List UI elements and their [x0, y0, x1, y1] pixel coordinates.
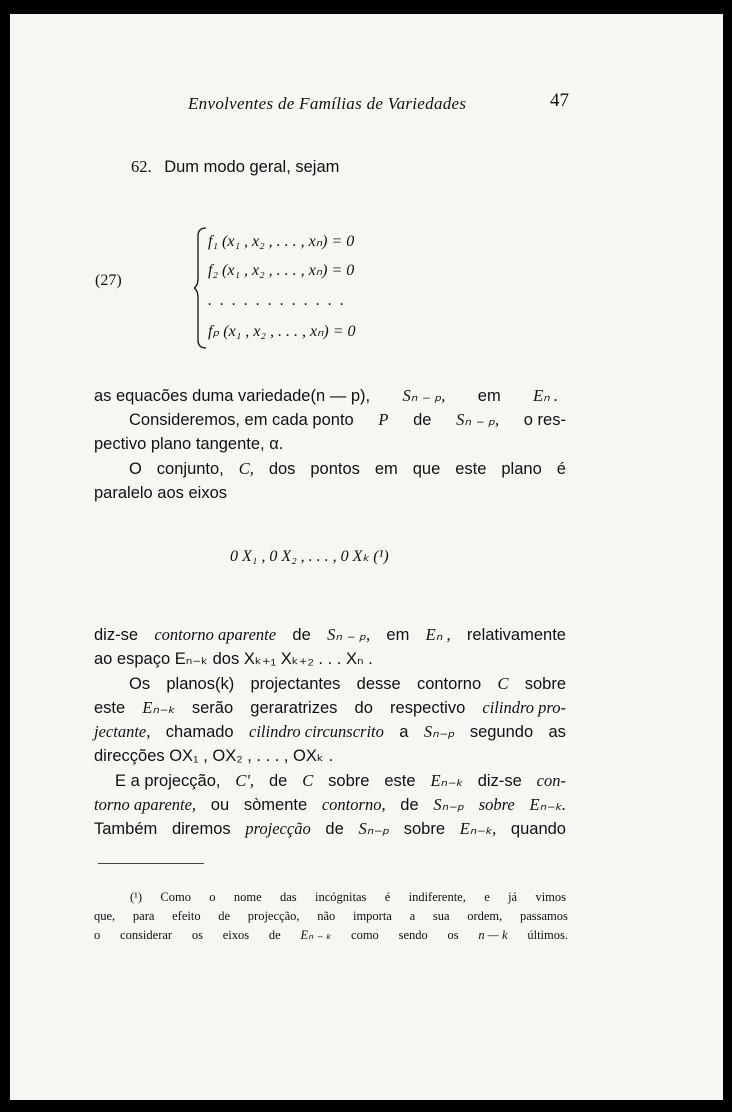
book-page — [10, 14, 723, 1100]
footnote-line: o considerar os eixos de Eₙ ₋ ₖ como sendo os n — k últimos. — [94, 928, 568, 942]
text-line: Os planos(k) projectantes desse contorno C sobre — [129, 674, 566, 693]
equation-dots: . . . . . . . . . . . . — [208, 292, 346, 309]
section-number: 62. — [131, 157, 152, 176]
text-line: diz-se contorno aparente de Sₙ ₋ ₚ, em Eₙ , relativamente — [94, 625, 566, 644]
equation-1: f₁ (x₁ , x₂ , . . . , xₙ) = 0 — [208, 233, 355, 250]
text-line: torno aparente, ou sòmente contorno, de Sₙ₋ₚ sobre Eₙ₋ₖ. — [94, 795, 566, 814]
axes-formula: 0 X₁ , 0 X₂ , . . . , 0 Xₖ (¹) — [230, 548, 389, 565]
running-title: Envolventes de Famílias de Variedades — [188, 94, 467, 113]
text-line: paralelo aos eixos — [94, 484, 227, 502]
page-number: 47 — [550, 90, 569, 111]
equation-p: fₚ (x₁ , x₂ , . . . , xₙ) = 0 — [208, 323, 356, 340]
text-line: este Eₙ₋ₖ serão geraratrizes do respectivo cilindro pro- — [94, 698, 566, 717]
text-line: pectivo plano tangente, α. — [94, 435, 284, 453]
equation-2: f₂ (x₁ , x₂ , . . . , xₙ) = 0 — [208, 262, 355, 279]
section-heading — [131, 155, 339, 179]
text-line: ao espaço Eₙ₋ₖ dos Xₖ₊₁ Xₖ₊₂ . . . Xₙ . — [94, 650, 373, 668]
left-brace — [194, 226, 208, 350]
text-line: jectante, chamado cilindro circunscrito a Sₙ₋ₚ segundo as — [94, 722, 566, 741]
section-intro: Dum modo geral, sejam — [164, 158, 340, 176]
footnote-rule — [98, 863, 204, 864]
text-line: Consideremos, em cada ponto P de Sₙ ₋ ₚ, o res- — [129, 410, 566, 429]
text-line: O conjunto, C, dos pontos em que este plano é — [129, 459, 566, 478]
text-line: Também diremos projecção de Sₙ₋ₚ sobre Eₙ₋ₖ, quando — [94, 819, 566, 838]
footnote-line: (¹) Como o nome das incógnitas é indiferente, e já vimos — [130, 890, 566, 904]
text-line: as equacões duma variedade(n — p), Sₙ ₋ ₚ, em Eₙ . — [94, 386, 558, 405]
footnote-line: que, para efeito de projecção, não importa a sua ordem, passamos — [94, 909, 568, 923]
text-line: E a projecção, C', de C sobre este Eₙ₋ₖ diz-se con- — [115, 771, 566, 790]
text-line: direcções OX₁ , OX₂ , . . . , OXₖ . — [94, 747, 334, 765]
equation-label: (27) — [95, 272, 122, 289]
equation-system — [198, 226, 438, 346]
